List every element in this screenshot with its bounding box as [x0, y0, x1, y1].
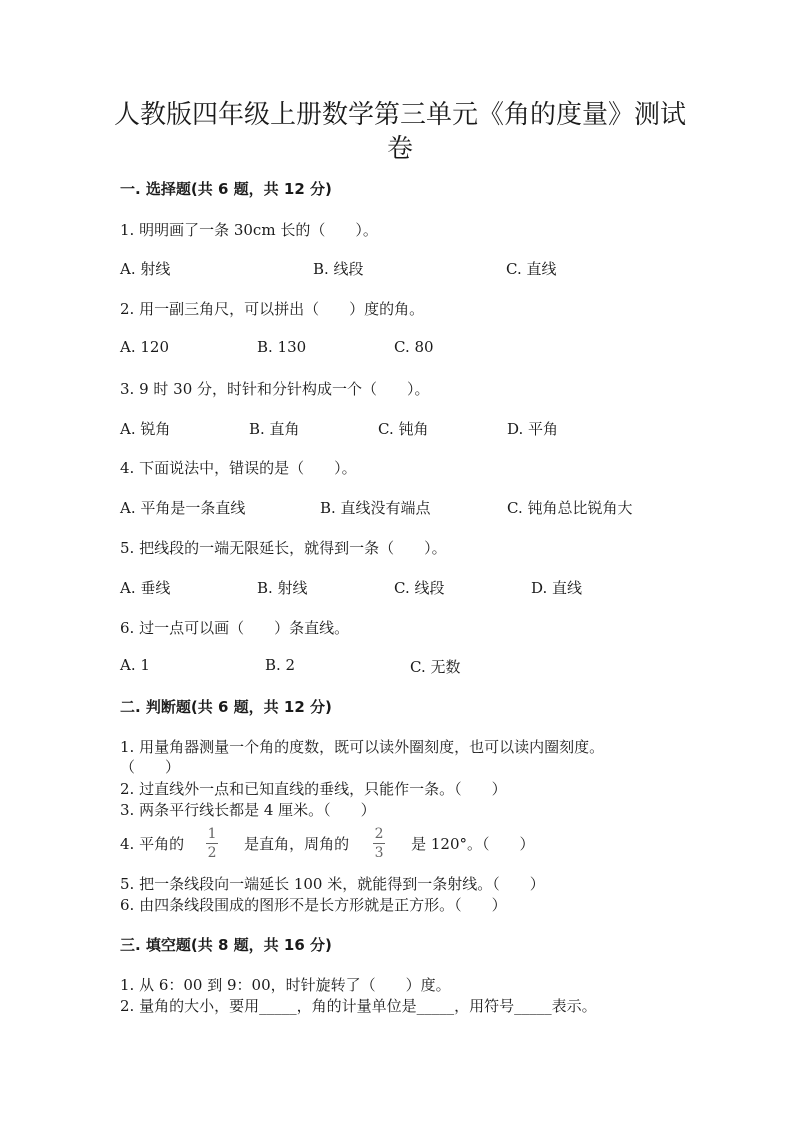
page-title: 人教版四年级上册数学第三单元《角的度量》测试 [113, 100, 686, 130]
fraction-numerator: 1 [207, 826, 217, 842]
tf-question-6: 6. 由四条线段围成的图形不是长方形就是正方形。（ ） [120, 896, 507, 914]
tf-question-3: 3. 两条平行线长都是 4 厘米。（ ） [120, 801, 376, 819]
fraction-denominator: 2 [207, 845, 217, 861]
fraction-two-thirds [373, 825, 385, 862]
fill-question-1: 1. 从 6：00 到 9：00，时针旋转了（ ）度。 [120, 976, 451, 994]
section-heading-fill-in: 三. 填空题(共 8 题，共 16 分) [120, 936, 332, 954]
mc-option: A. 锐角 [120, 420, 171, 438]
mc-option: B. 直线没有端点 [320, 499, 431, 517]
tf-question-1: 1. 用量角器测量一个角的度数，既可以读外圈刻度，也可以读内圈刻度。 [120, 738, 605, 756]
section-heading-choice: 一. 选择题(共 6 题，共 12 分) [120, 180, 332, 198]
mc-option: A. 平角是一条直线 [120, 499, 246, 517]
mc-question-1: 1. 明明画了一条 30cm 长的（ ）。 [120, 221, 378, 239]
mc-option: B. 射线 [257, 579, 308, 597]
mc-option: B. 130 [257, 338, 307, 356]
fraction-numerator: 2 [374, 826, 384, 842]
fraction-denominator: 3 [374, 845, 384, 861]
mc-option: B. 2 [265, 656, 296, 674]
tf-question-4-suffix: 是 120°。（ ） [411, 835, 535, 853]
fill-question-2: 2. 量角的大小，要用_____，角的计量单位是_____，用符号_____表示。 [120, 997, 597, 1015]
mc-option: C. 钝角 [378, 420, 429, 438]
mc-option: A. 1 [120, 656, 150, 674]
fraction-one-half [206, 825, 218, 862]
mc-option: C. 线段 [394, 579, 445, 597]
mc-option: B. 线段 [313, 260, 364, 278]
mc-option: C. 无数 [410, 658, 461, 676]
tf-question-5: 5. 把一条线段向一端延长 100 米，就能得到一条射线。（ ） [120, 875, 545, 893]
mc-option: C. 80 [394, 338, 434, 356]
mc-option: A. 垂线 [120, 579, 171, 597]
section-heading-true-false: 二. 判断题(共 6 题，共 12 分) [120, 698, 332, 716]
mc-option: D. 平角 [507, 420, 559, 438]
mc-option: A. 射线 [120, 260, 171, 278]
tf-question-4 [120, 825, 535, 862]
tf-question-4-middle: 是直角，周角的 [244, 835, 350, 853]
page-title-continued: 卷 [386, 134, 413, 164]
mc-option: C. 钝角总比锐角大 [507, 499, 633, 517]
mc-question-2: 2. 用一副三角尺，可以拼出（ ）度的角。 [120, 300, 425, 318]
tf-question-4-prefix: 4. 平角的 [120, 835, 185, 853]
mc-question-3: 3. 9 时 30 分，时针和分针构成一个（ ）。 [120, 380, 430, 398]
mc-option: D. 直线 [531, 579, 583, 597]
mc-question-4: 4. 下面说法中，错误的是（ ）。 [120, 459, 357, 477]
mc-option: C. 直线 [506, 260, 557, 278]
tf-question-1-answer-blank: （ ） [120, 758, 181, 776]
mc-option: B. 直角 [249, 420, 300, 438]
mc-option: A. 120 [120, 338, 169, 356]
mc-question-5: 5. 把线段的一端无限延长，就得到一条（ ）。 [120, 539, 447, 557]
tf-question-2: 2. 过直线外一点和已知直线的垂线，只能作一条。（ ） [120, 780, 507, 798]
mc-question-6: 6. 过一点可以画（ ）条直线。 [120, 619, 350, 637]
